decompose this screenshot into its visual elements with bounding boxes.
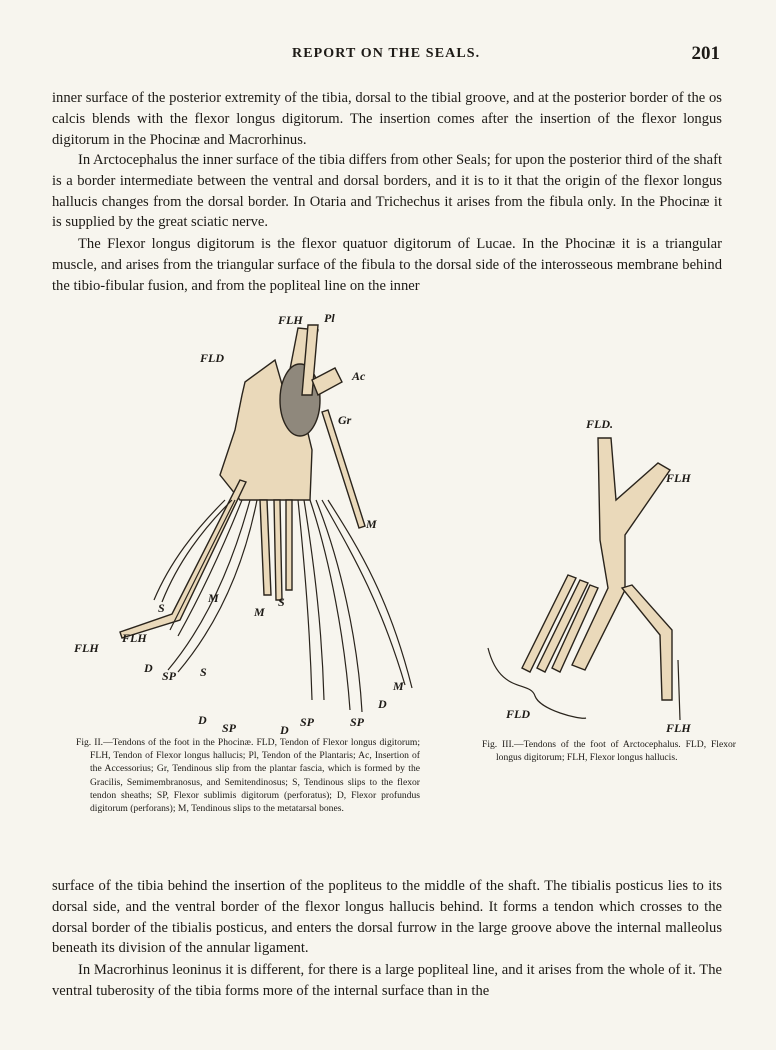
page-header [0, 43, 776, 70]
paragraph-2: In Arctocephalus the inner surface of the tibia differs from other Seals; for upon the posterior third of the shaft is a border intermediate between the ventral and dorsal borders, and it is to it that the origin of the flexor longus hallucis changes from the dorsal border. In Otaria and Trichechus it arises from the fibula only. In the Phocinæ it is supplied by the great sciatic nerve. [52, 152, 722, 231]
tendon-line [298, 500, 312, 700]
label-m-lower-right: M [393, 679, 404, 693]
page-number: 201 [691, 43, 720, 64]
paragraph-3: The Flexor longus digitorum is the flexor quatuor digitorum of Lucae. In the Phocinæ it is a triangular muscle, and arises from the triangular surface of the fibula to the dorsal side of the interosseous membrane behind the tibio-fibular fusion, and from the popliteal line on the inner [52, 236, 722, 294]
label-s-left: S [158, 601, 165, 615]
label-m-right: M [366, 517, 377, 531]
label-fig3-flh-top: FLH [666, 471, 691, 485]
label-fig3-fld-top: FLD. [586, 417, 613, 431]
tendon-line [178, 500, 242, 636]
figure-2-caption: Fig. II.—Tendons of the foot in the Phocinæ. FLD, Tendon of Flexor longus digitorum; FLH, Tendon of Flexor longus hallucis; Pl, Tendon of the Plantaris; Ac, Insertion of the Accessorius; Gr, Tendinous slip from the plantar fascia, which is formed by the Gracilis, Semimembranosus, and Semitendinosus; S, Tendinous slips to the flexor tendon sheaths; SP, Flexor sublimis digitorum (perforatus); D, Flexor profundus digitorum (perforans); M, Tendinous slips to the metatarsal bones. [76, 737, 420, 815]
fig3-tendon-body [572, 438, 670, 670]
figure-2-drawing [120, 325, 365, 638]
label-fig3-fld-bottom: FLD [506, 707, 530, 721]
fig3-flh-branch [622, 585, 672, 700]
central-slip-1 [260, 500, 271, 595]
label-d-bottom-2: D [280, 723, 289, 737]
figure-2-labels [73, 311, 404, 737]
label-fig3-flh-bottom: FLH [666, 721, 691, 735]
central-slip-3 [274, 500, 282, 600]
tendon-line [310, 500, 350, 710]
fig3-flh-pointer [678, 660, 680, 720]
anatomical-figures [60, 300, 740, 740]
paragraph-1: inner surface of the posterior extremity of the tibia, dorsal to the tibial groove, and at the posterior border of the os calcis blends with the flexor longus digitorum. The insertion comes after the insertion of the flexor longus digitorum in the Phocinæ and Macrorhinus. [52, 90, 722, 148]
label-sp-bottom-1: SP [222, 721, 237, 735]
flh-tendon [120, 480, 246, 638]
label-flh-left: FLH [122, 631, 147, 645]
label-m-left: M [208, 591, 219, 605]
label-pl: Pl [324, 311, 335, 325]
label-ac: Ac [352, 369, 366, 383]
ac-stub [312, 368, 342, 395]
figure-3-drawing [522, 438, 672, 700]
label-flh-top: FLH [278, 313, 303, 327]
label-gr: Gr [338, 413, 352, 427]
label-s-center: S [278, 595, 285, 609]
label-m-center: M [254, 605, 265, 619]
label-sp-bottom-2: SP [300, 715, 315, 729]
central-slip-2 [286, 500, 292, 590]
label-d-bottom-1: D [198, 713, 207, 727]
running-title: REPORT ON THE SEALS. [292, 46, 481, 61]
figure-3-caption: Fig. III.—Tendons of the foot of Arctocephalus. FLD, Flexor longus digitorum; FLH, Flexor longus hallucis. [482, 739, 736, 764]
label-flh-far-left: FLH [74, 641, 99, 655]
label-sp-left: SP [162, 669, 177, 683]
label-d-right: D [378, 697, 387, 711]
paragraph-4: surface of the tibia behind the insertion of the popliteus to the middle of the shaft. The tibialis posticus lies to its dorsal side, and the ventral border of the flexor longus hallucis behind. It forms a tendon which crosses to the dorsal border of the tibialis posticus, and enters the dorsal furrow in the large groove above the internal malleolus beneath its division of the annular ligament. [52, 878, 722, 957]
label-sp-bottom-3: SP [350, 715, 365, 729]
label-fld: FLD [200, 351, 224, 365]
paragraph-5: In Macrorhinus leoninus it is different, for there is a large popliteal line, and it arises from the whole of it. The ventral tuberosity of the tibia forms more of the internal surface than in the [52, 962, 722, 999]
label-d-left: D [144, 661, 153, 675]
label-s-lower: S [200, 665, 207, 679]
